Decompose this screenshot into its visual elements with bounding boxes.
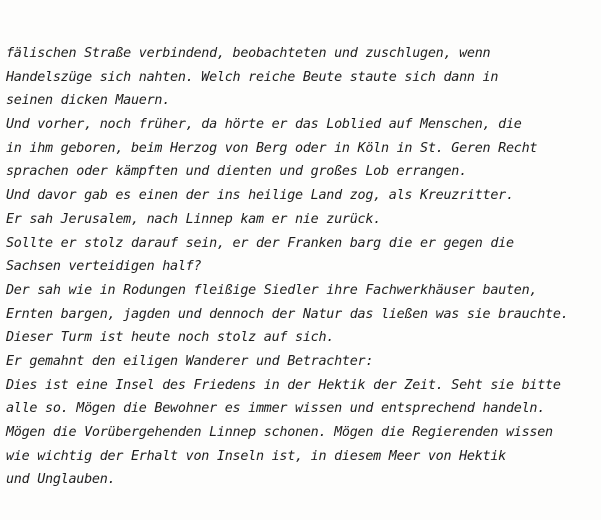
text-line-13: Dieser Turm ist heute noch stolz auf sich.: [6, 330, 335, 346]
text-line-19: und Unglauben.: [6, 472, 116, 488]
text-line-7: Und davor gab es einen der ins heilige Land zog, als Kreuzritter.: [6, 188, 514, 204]
text-line-12: Ernten bargen, jagden und dennoch der Natur das ließen was sie brauchte.: [6, 306, 569, 322]
body-text: [6, 42, 598, 492]
text-line-9: Sollte er stolz darauf sein, er der Franken barg die er gegen die: [6, 235, 514, 251]
text-line-14: Er gemahnt den eiligen Wanderer und Betrachter:: [6, 353, 374, 369]
text-line-16: alle so. Mögen die Bewohner es immer wissen und entsprechend handeln.: [6, 401, 546, 417]
text-line-10: Sachsen verteidigen half?: [6, 259, 202, 275]
text-line-18: wie wichtig der Erhalt von Inseln ist, in diesem Meer von Hektik: [6, 448, 506, 464]
text-line-15: Dies ist eine Insel des Friedens in der Hektik der Zeit. Seht sie bitte: [6, 377, 561, 393]
text-line-1: fälischen Straße verbindend, beobachteten und zuschlugen, wenn: [6, 46, 491, 61]
text-line-11: Der sah wie in Rodungen fleißige Siedler ihre Fachwerkhäuser bauten,: [6, 282, 538, 298]
text-line-4: Und vorher, noch früher, da hörte er das Loblied auf Menschen, die: [6, 117, 522, 133]
text-line-3: seinen dicken Mauern.: [6, 93, 171, 109]
text-line-6: sprachen oder kämpften und dienten und großes Lob errangen.: [6, 164, 467, 180]
text-line-5: in ihm geboren, beim Herzog von Berg oder in Köln in St. Geren Recht: [6, 140, 538, 156]
text-line-2: Handelszüge sich nahten. Welch reiche Beute staute sich dann in: [6, 69, 499, 85]
text-line-8: Er sah Jerusalem, nach Linnep kam er nie zurück.: [6, 211, 381, 227]
text-line-17: Mögen die Vorübergehenden Linnep schonen. Mögen die Regierenden wissen: [6, 425, 553, 440]
